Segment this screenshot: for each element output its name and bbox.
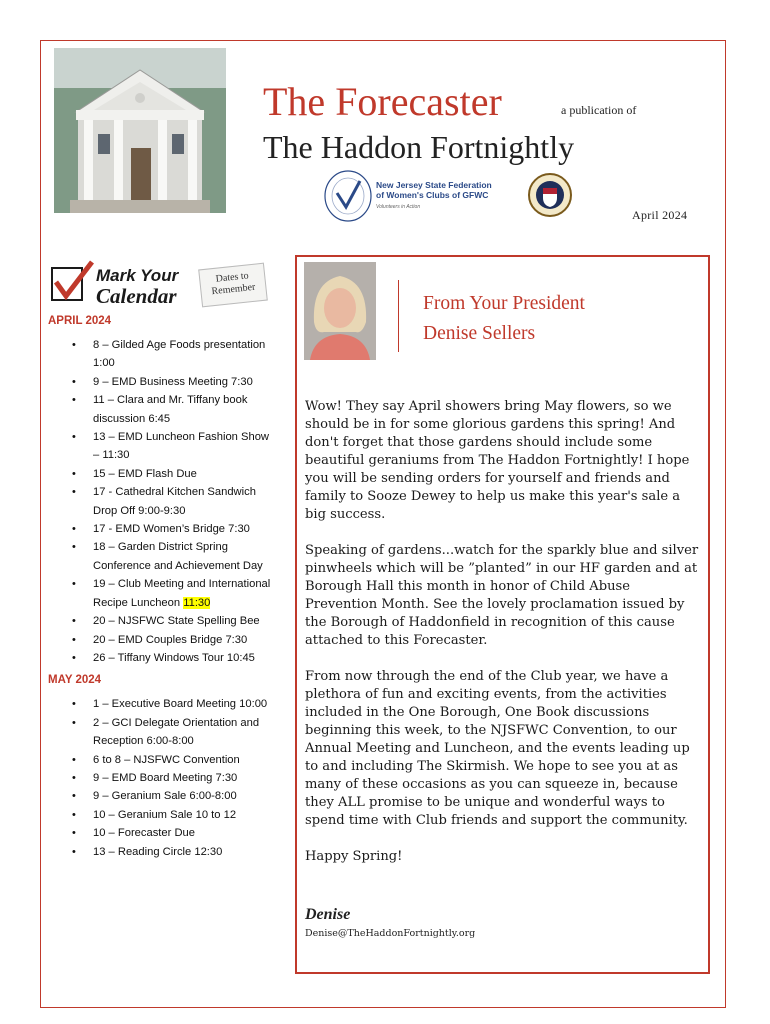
president-email: Denise@TheHaddonFortnightly.org <box>305 928 476 939</box>
president-letter <box>305 398 701 884</box>
signature: Denise <box>305 906 351 923</box>
club-name: The Haddon Fortnightly <box>263 129 575 165</box>
list-item: • 10 – Forecaster Due <box>48 824 278 842</box>
note-line2: Remember <box>211 281 256 298</box>
april-event-list <box>48 336 278 667</box>
list-item: • 15 – EMD Flash Due <box>48 465 278 483</box>
letter-paragraph: From now through the end of the Club year, we have a plethora of fun and exciting events, from the activities included in the One Borough, One Book discussions beginning this week, to the NJSFWC Convention, to our Annual Meeting and Luncheon, and the events leading up to and including The Skirmish. We hope to see you at as many of these occasions as you can squeeze in, because they ALL promise to be unique and wonderful ways to spend time with Club friends and support the community. <box>305 669 690 828</box>
banner-line2: Calendar <box>96 284 177 308</box>
president-name: Denise Sellers <box>423 323 536 344</box>
list-item: • 13 – Reading Circle 12:30 <box>48 843 278 861</box>
list-item: • 17 - Cathedral Kitchen Sandwich Drop Off 9:00-9:30 <box>48 483 278 520</box>
president-photo <box>304 262 376 360</box>
gfwc-seal-icon <box>527 172 573 218</box>
list-item: • 18 – Garden District Spring Conference and Achievement Day <box>48 538 278 575</box>
list-item: • 26 – Tiffany Windows Tour 10:45 <box>48 649 278 667</box>
njsfwc-name <box>376 180 492 200</box>
list-item: • 9 – EMD Business Meeting 7:30 <box>48 373 278 391</box>
issue-date: April 2024 <box>632 208 688 222</box>
event-text: 19 – Club Meeting and International Recipe Luncheon <box>93 578 271 609</box>
list-item: • 8 – Gilded Age Foods presentation 1:00 <box>48 336 278 373</box>
dates-to-remember-note <box>198 263 268 308</box>
events-calendar <box>48 312 278 861</box>
heading-divider <box>398 280 399 352</box>
letter-paragraph: Happy Spring! <box>305 849 403 864</box>
april-heading: APRIL 2024 <box>48 315 112 327</box>
list-item: • 9 – EMD Board Meeting 7:30 <box>48 769 278 787</box>
letter-paragraph: Speaking of gardens...watch for the sparkly blue and silver pinwheels which will be ”planted” in our HF garden and at Borough Hall this month in honor of Child Abuse Prevention Month. See the lovely proclamation issued by the Borough of Haddonfield in recognition of this cause attached to this Forecaster. <box>305 543 699 648</box>
list-item: • 10 – Geranium Sale 10 to 12 <box>48 806 278 824</box>
president-heading <box>423 289 585 349</box>
may-event-list <box>48 695 278 861</box>
list-item: • 6 to 8 – NJSFWC Convention <box>48 751 278 769</box>
list-item: • 1 – Executive Board Meeting 10:00 <box>48 695 278 713</box>
note-line1: Dates to <box>215 270 250 285</box>
publication-note: a publication of <box>561 103 637 117</box>
list-item: • 9 – Geranium Sale 6:00-8:00 <box>48 787 278 805</box>
newsletter-title: The Forecaster <box>263 79 502 124</box>
list-item: • 17 - EMD Women’s Bridge 7:30 <box>48 520 278 538</box>
president-heading-line1: From Your President <box>423 293 585 314</box>
list-item: • 20 – NJSFWC State Spelling Bee <box>48 612 278 630</box>
may-heading: MAY 2024 <box>48 674 102 687</box>
clubhouse-photo <box>54 48 226 213</box>
list-item: • 2 – GCI Delegate Orientation and Reception 6:00-8:00 <box>48 714 278 751</box>
list-item: • 13 – EMD Luncheon Fashion Show – 11:30 <box>48 428 278 465</box>
banner-line1: Mark Your <box>96 266 179 285</box>
list-item: • 11 – Clara and Mr. Tiffany book discussion 6:45 <box>48 391 278 428</box>
letter-paragraph: Wow! They say April showers bring May flowers, so we should be in for some glorious gardens this spring! And don't forget that those gardens should include some beautiful geraniums from The Haddon Fortnightly! I hope you will be sending orders for yourself and friends and family to Sooze Dewey to help us make this year's sale a big success. <box>305 399 690 522</box>
njsfwc-line2: of Women's Clubs of GFWC <box>376 190 489 200</box>
list-item: • 20 – EMD Couples Bridge 7:30 <box>48 631 278 649</box>
list-item <box>48 575 278 612</box>
njsfwc-line1: New Jersey State Federation <box>376 180 492 190</box>
highlighted-time: 11:30 <box>183 596 211 609</box>
njsfwc-tagline: Volunteers in Action <box>376 204 421 210</box>
